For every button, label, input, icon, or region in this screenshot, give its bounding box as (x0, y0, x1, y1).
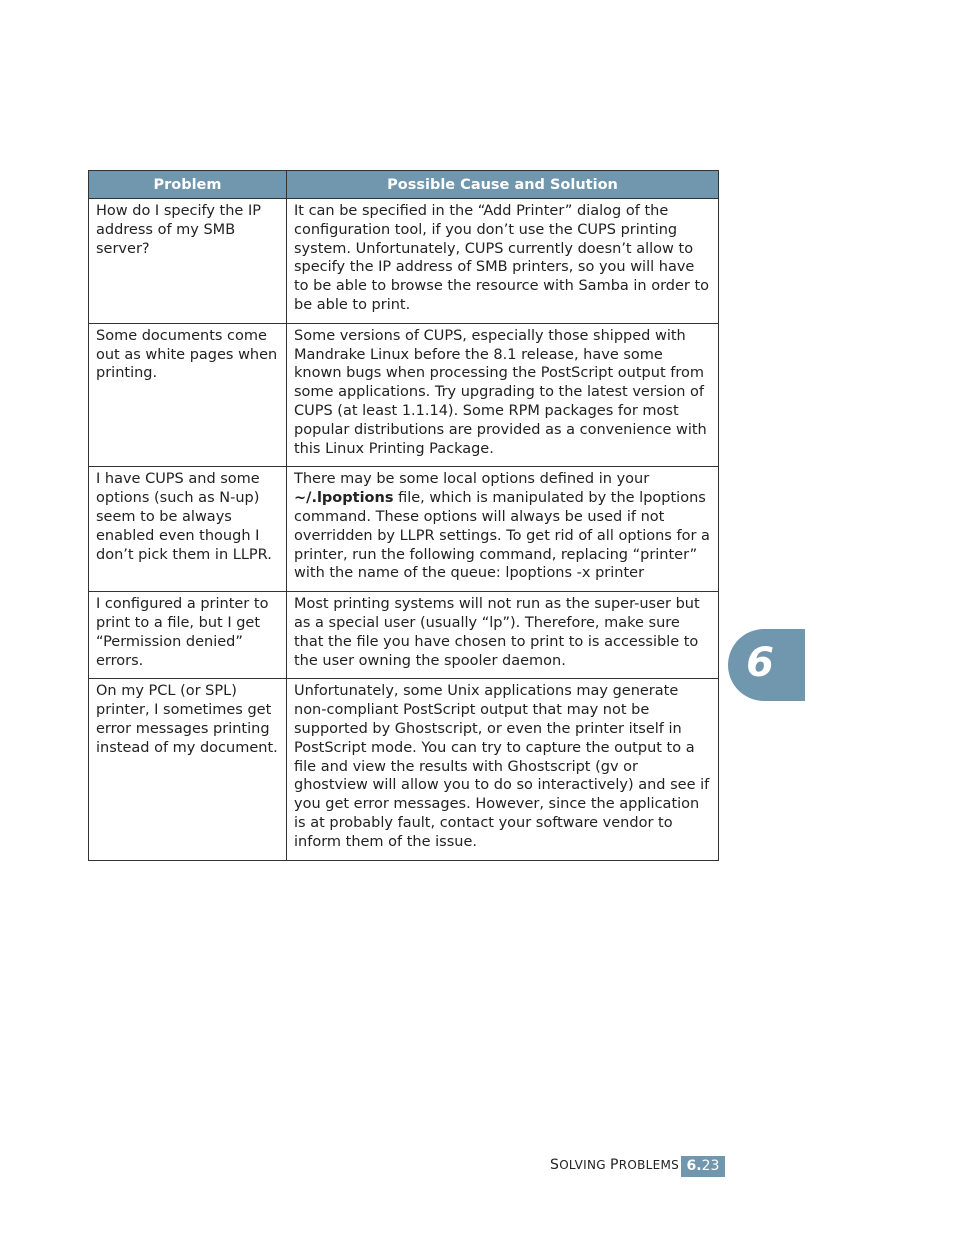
footer-section-title: SOLVING PROBLEMS (550, 1157, 680, 1173)
page-number-badge (681, 1156, 725, 1177)
problem-cell: I have CUPS and some options (such as N-up) seem to be always enabled even though I don’t pick them in LLPR. (89, 467, 287, 592)
chapter-tab-number: 6 (746, 640, 774, 686)
solution-text: There may be some local options defined in your (294, 471, 650, 488)
header-problem: Problem (89, 171, 287, 199)
table-row (89, 592, 719, 679)
problem-cell: I configured a printer to print to a file, but I get “Permission denied” errors. (89, 592, 287, 679)
lpoptions-file-path: ~/.lpoptions (294, 490, 394, 507)
table-row (89, 323, 719, 467)
problem-cell: On my PCL (or SPL) printer, I sometimes get error messages printing instead of my document. (89, 679, 287, 860)
table-header-row (89, 171, 719, 199)
page-number: 23 (701, 1158, 720, 1174)
table-row (89, 199, 719, 324)
solution-text: file, which is manipulated by the lpoptions command. These options will always be used if not overridden by LLPR settings. To get rid of all options for a printer, run the following command, replacing “printer” with the name of the queue: lpoptions -x printer (294, 490, 710, 582)
table-row (89, 679, 719, 860)
troubleshooting-table (88, 170, 719, 861)
table-row (89, 467, 719, 592)
header-cause-solution: Possible Cause and Solution (287, 171, 719, 199)
page-chapter: 6. (686, 1158, 702, 1174)
solution-cell: Unfortunately, some Unix applications may generate non-compliant PostScript output that may not be supported by Ghostscript, or even the printer itself in PostScript mode. You can try to capture the output to a file and view the results with Ghostscript (gv or ghostview will allow you to do so interactively) and see if you get error messages. However, since the application is at probably fault, contact your software vendor to inform them of the issue. (287, 679, 719, 860)
solution-cell: Some versions of CUPS, especially those shipped with Mandrake Linux before the 8.1 release, have some known bugs when processing the PostScript output from some applications. Try upgrading to the latest version of CUPS (at least 1.1.14). Some RPM packages for most popular distributions are provided as a convenience with this Linux Printing Package. (287, 323, 719, 467)
solution-cell: It can be specified in the “Add Printer” dialog of the configuration tool, if you don’t use the CUPS printing system. Unfortunately, CUPS currently doesn’t allow to specify the IP address of SMB printers, so you will have to be able to browse the resource with Samba in order to be able to print. (287, 199, 719, 324)
solution-cell: Most printing systems will not run as the super-user but as a special user (usually “lp”). Therefore, make sure that the file you have chosen to print to is accessible to the user owning the spooler daemon. (287, 592, 719, 679)
solution-cell (287, 467, 719, 592)
problem-cell: How do I specify the IP address of my SMB server? (89, 199, 287, 324)
problem-cell: Some documents come out as white pages when printing. (89, 323, 287, 467)
